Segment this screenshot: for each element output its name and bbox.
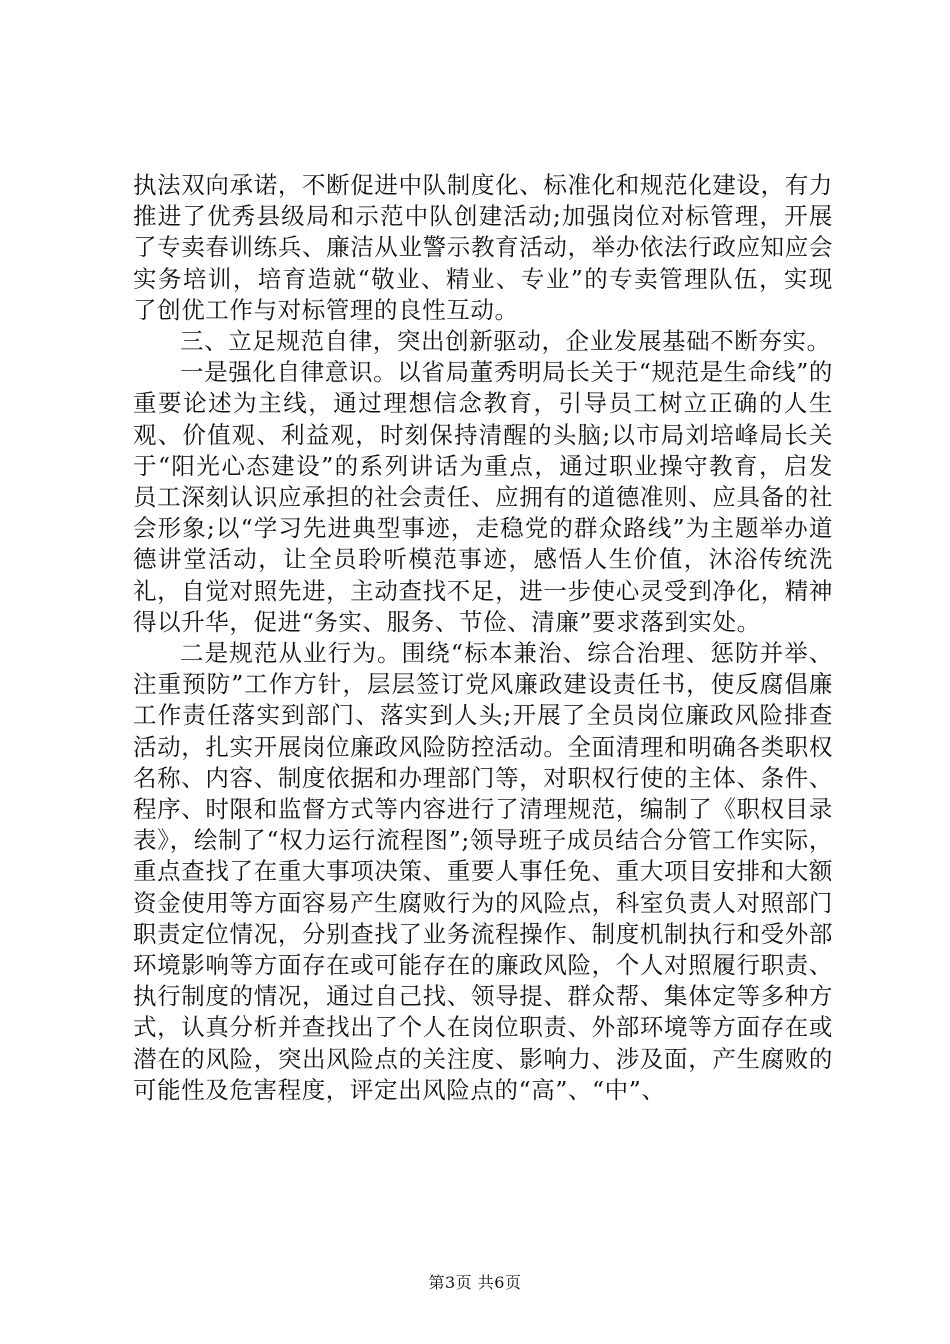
paragraph-continuation: 执法双向承诺，不断促进中队制度化、标准化和规范化建设，有力推进了优秀县级局和示范中队创建活动;加强岗位对标管理，开展了专卖春训练兵、廉洁从业警示教育活动，举办依法行政应知应会实务培训，培育造就“敬业、精业、专业”的专卖管理队伍，实现了创优工作与对标管理的良性互动。 — [133, 171, 833, 324]
paragraph-conduct-norms: 二是规范从业行为。围绕“标本兼治、综合治理、惩防并举、注重预防”工作方针，层层签订党风廉政建设责任书，使反腐倡廉工作责任落实到部门、落实到人头;开展了全员岗位廉政风险排查活动，扎实开展岗位廉政风险防控活动。全面清理和明确各类职权名称、内容、制度依据和办理部门等，对职权行使的主体、条件、程序、时限和监督方式等内容进行了清理规范，编制了《职权目录表》，绘制了“权力运行流程图”;领导班子成员结合分管工作实际，重点查找了在重大事项决策、重要人事任免、重大项目安排和大额资金使用等方面容易产生腐败行为的风险点，科室负责人对照部门职责定位情况，分别查找了业务流程操作、制度机制执行和受外部环境影响等方面存在或可能存在的廉政风险，个人对照履行职责、执行制度的情况，通过自己找、领导提、群众帮、集体定等多种方式，认真分析并查找出了个人在岗位职责、外部环境等方面存在或潜在的风险，突出风险点的关注度、影响力、涉及面，产生腐败的可能性及危害程度，评定出风险点的“高”、“中”、 — [133, 639, 833, 1104]
document-body — [133, 170, 833, 1106]
section-heading-three: 三、立足规范自律，突出创新驱动，企业发展基础不断夯实。 — [180, 327, 831, 356]
paragraph-self-discipline: 一是强化自律意识。以省局董秀明局长关于“规范是生命线”的重要论述为主线，通过理想信念教育，引导员工树立正确的人生观、价值观、利益观，时刻保持清醒的头脑;以市局刘培峰局长关于“阳光心态建设”的系列讲话为重点，通过职业操守教育，启发员工深刻认识应承担的社会责任、应拥有的道德准则、应具备的社会形象;以“学习先进典型事迹，走稳党的群众路线”为主题举办道德讲堂活动，让全员聆听模范事迹，感悟人生价值，沐浴传统洗礼，自觉对照先进，主动查找不足，进一步使心灵受到净化，精神得以升华，促进“务实、服务、节俭、清廉”要求落到实处。 — [133, 358, 833, 636]
page-footer: 第3页 共6页 — [428, 1273, 522, 1292]
